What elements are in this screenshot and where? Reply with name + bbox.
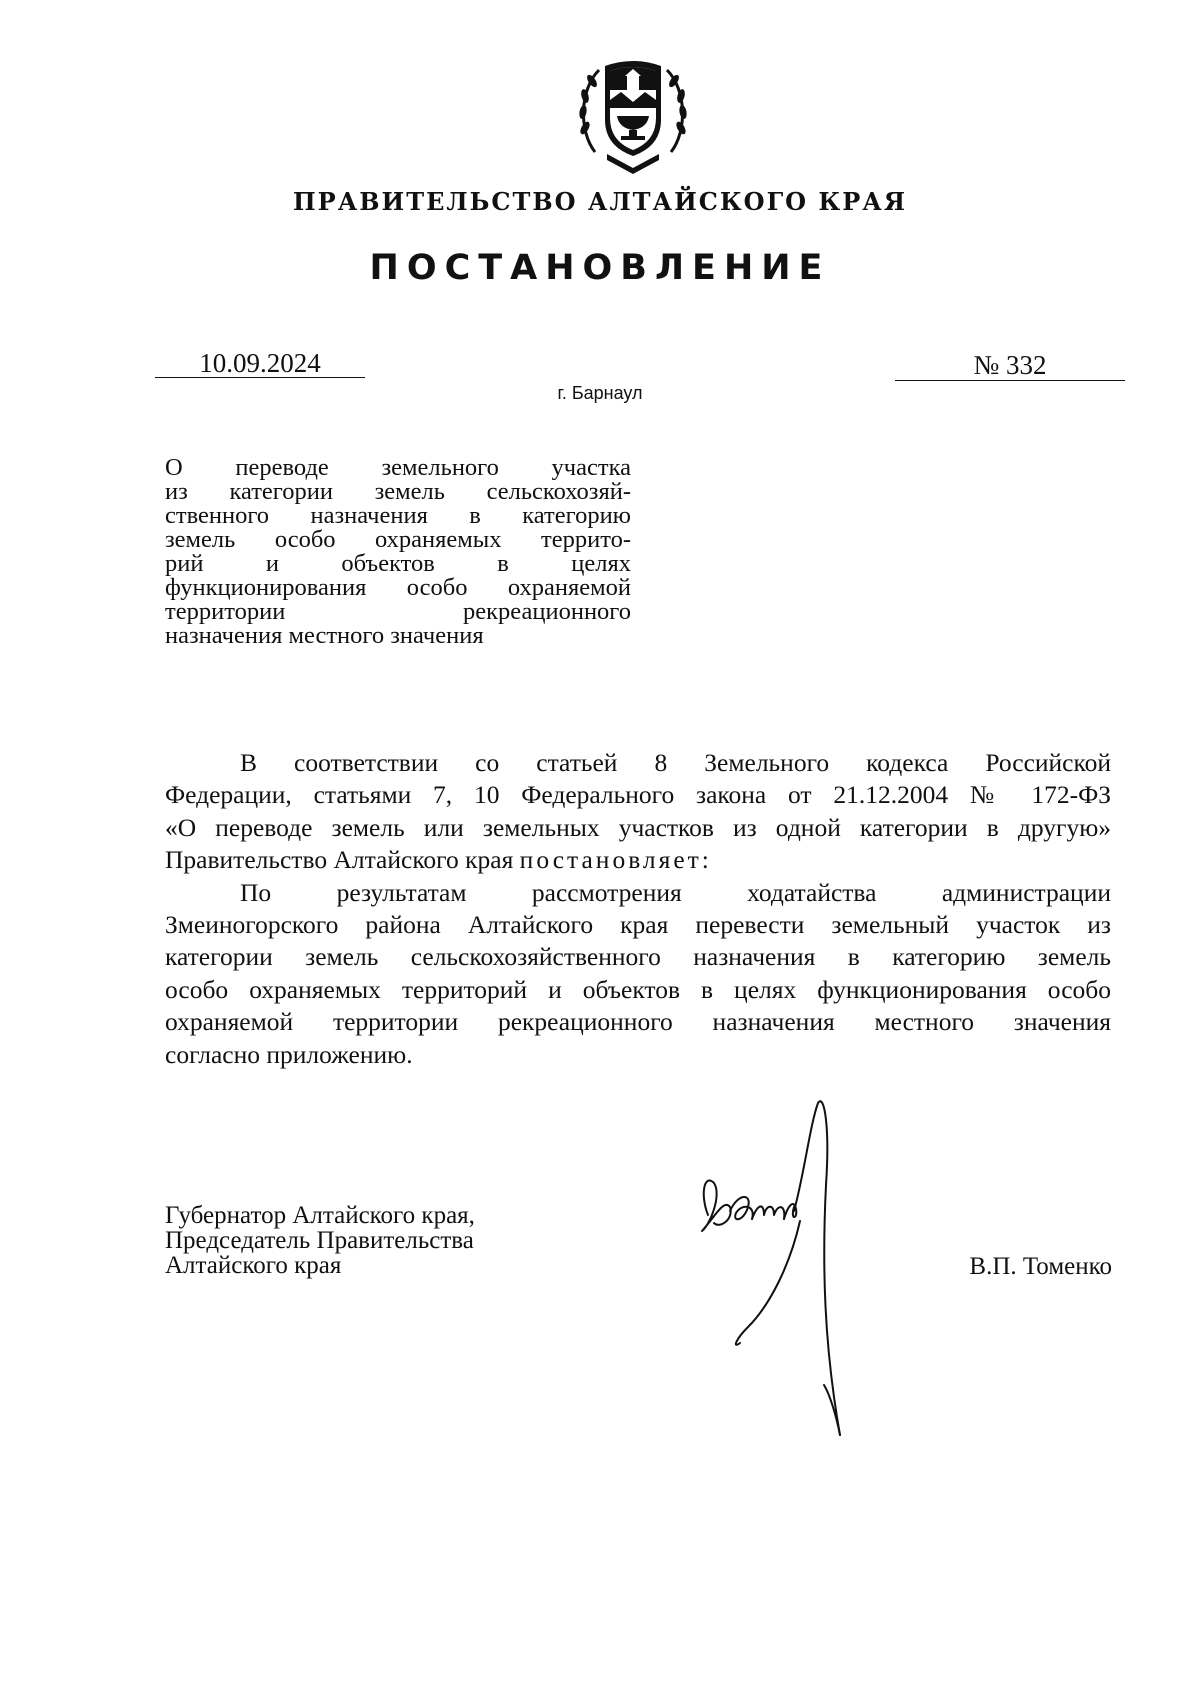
document-number: № 332 <box>973 350 1047 380</box>
body-line: согласно приложению. <box>165 1039 413 1069</box>
subject-line: рий и объектов в целях <box>165 550 631 577</box>
body-line: В соответствии со статьей 8 Земельного кодекса Российской <box>240 748 1111 777</box>
document-date: 10.09.2024 <box>199 348 321 378</box>
signer-position <box>165 1203 585 1278</box>
number-underline <box>895 380 1125 381</box>
document-subject <box>165 456 631 648</box>
date-underline <box>155 377 365 378</box>
body-line: особо охраняемых территорий и объектов в целях функционирования особо <box>165 974 1111 1004</box>
resolution-verb: постановляет: <box>519 845 712 875</box>
government-title: ПРАВИТЕЛЬСТВО АЛТАЙСКОГО КРАЯ <box>292 187 908 216</box>
signer-name: В.П. Томенко <box>969 1253 1112 1280</box>
signer-position-line: Алтайского края <box>165 1252 342 1279</box>
city-label: г. Барнаул <box>557 383 643 403</box>
body-line <box>165 844 1111 876</box>
body-line: категории земель сельскохозяйственного назначения в категорию земель <box>165 942 1111 972</box>
body-line: «О переводе земель или земельных участков из одной категории в другую» <box>165 812 1111 842</box>
signer-position-line: Губернатор Алтайского края, <box>165 1202 475 1229</box>
body-line: Змеиногорского района Алтайского края перевести земельный участок из <box>165 910 1111 940</box>
subject-line: ственного назначения в категорию <box>165 502 631 529</box>
subject-line: территории рекреационного <box>165 598 631 625</box>
subject-line: назначения местного значения <box>165 622 484 649</box>
subject-line: О переводе земельного участка <box>165 454 631 481</box>
document-body <box>165 747 1111 1071</box>
handwritten-signature-icon <box>690 1095 870 1465</box>
subject-line: функционирования особо охраняемой <box>165 574 631 601</box>
subject-line: земель особо охраняемых террито- <box>165 526 631 553</box>
body-line: По результатам рассмотрения ходатайства администрации <box>240 877 1111 907</box>
subject-line: из категории земель сельскохозяй- <box>165 478 631 505</box>
body-line: Федерации, статьями 7, 10 Федерального закона от 21.12.2004 № 172-ФЗ <box>165 780 1111 810</box>
coat-of-arms-icon <box>573 50 693 176</box>
signer-position-line: Председатель Правительства <box>165 1227 474 1254</box>
body-line: охраняемой территории рекреационного назначения местного значения <box>165 1007 1111 1037</box>
document-type-heading: ПОСТАНОВЛЕНИЕ <box>369 248 831 288</box>
resolution-prefix: Правительство Алтайского края <box>165 845 520 875</box>
